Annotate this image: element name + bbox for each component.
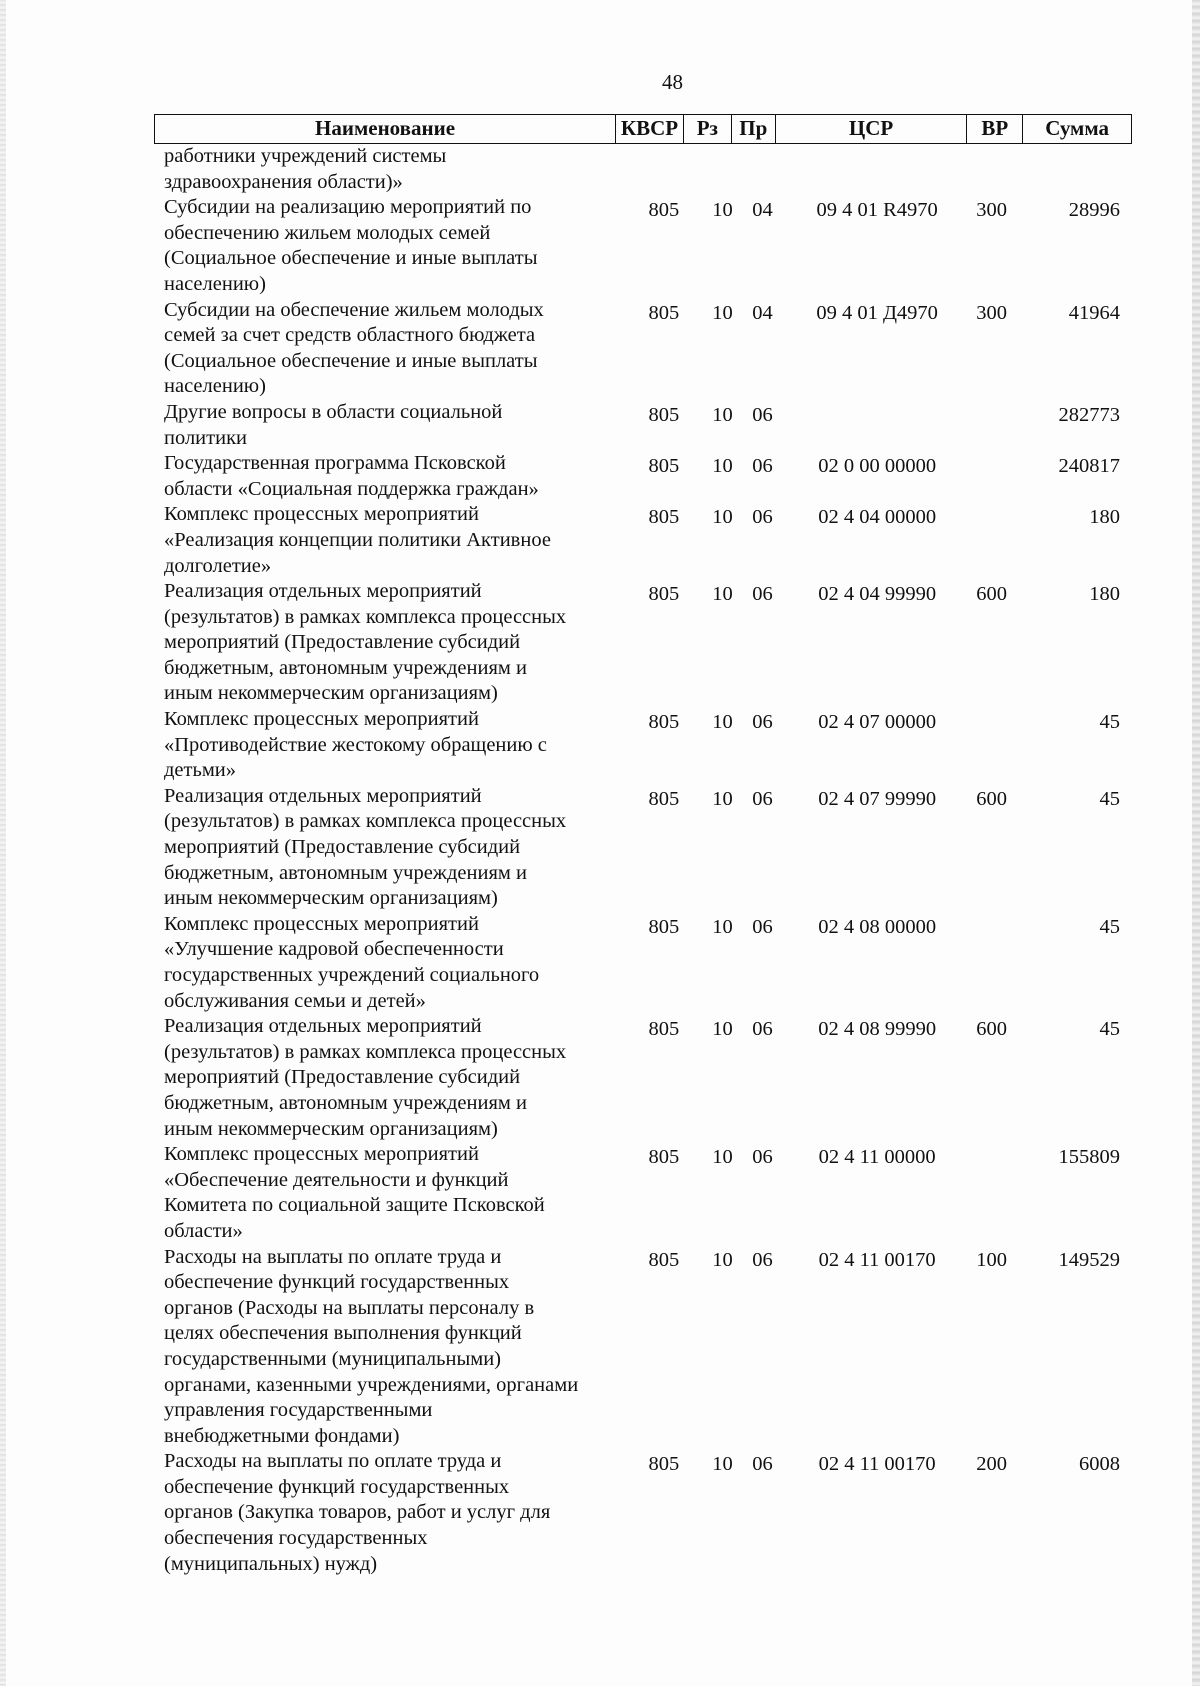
cell-rz: 10 [712,455,733,478]
cell-rz: 10 [712,711,733,734]
cell-name: Комплекс процессных мероприятий «Реализация концепции политики Активное долголетие» [164,503,551,577]
table-row [164,400,1124,451]
cell-vr [962,912,1017,1014]
cell-vr: 300 [976,301,1008,324]
cell-vr [962,144,1017,195]
cell-vr: 100 [976,1248,1008,1271]
table-row [164,298,1124,400]
cell-name: Комплекс процессных мероприятий «Обеспечение деятельности и функций Комитета по социальной защите Псковской области» [164,1143,545,1242]
cell-sum: 28996 [1068,199,1120,222]
cell-csr: 02 4 11 00000 [818,1146,936,1169]
cell-name: Субсидии на реализацию мероприятий по обеспечению жильем молодых семей (Социальное обеспечение и иные выплаты населению) [164,196,538,295]
cell-sum: 149529 [1058,1248,1120,1271]
cell-rz: 10 [712,1146,733,1169]
scan-edge-right [1192,0,1200,1686]
cell-csr: 02 4 07 00000 [818,711,937,734]
cell-rz: 10 [712,1248,733,1271]
table-row [164,912,1124,1014]
cell-sum: 45 [1099,915,1120,938]
cell-kvsr: 805 [648,1146,680,1169]
cell-pr: 06 [752,1248,773,1271]
cell-rz [695,144,737,195]
cell-vr: 600 [976,583,1008,606]
cell-sum: 6008 [1079,1453,1120,1476]
cell-kvsr: 805 [648,1453,680,1476]
table-row [164,451,1124,502]
table-row [164,1014,1124,1142]
cell-rz: 10 [712,1018,733,1041]
cell-name: Субсидии на обеспечение жильем молодых семей за счет средств областного бюджета (Социальное обеспечение и иные выплаты населению) [164,298,544,398]
cell-pr: 04 [752,199,773,222]
cell-vr: 300 [976,199,1008,222]
cell-csr: 09 4 01 Д4970 [816,301,938,324]
table-header [154,114,1132,144]
cell-pr: 04 [752,301,773,324]
cell-sum: 45 [1099,787,1120,810]
cell-name: работники учреждений системы здравоохранения области)» [164,145,447,193]
cell-pr: 06 [752,1146,773,1169]
cell-vr [962,502,1017,579]
cell-name: Другие вопросы в области социальной политики [164,400,503,449]
header-kvsr: КВСР [616,115,684,143]
header-csr: ЦСР [776,115,968,143]
cell-kvsr: 805 [648,506,680,529]
cell-vr: 600 [976,1018,1008,1041]
cell-csr: 02 4 08 99990 [818,1018,937,1041]
cell-pr: 06 [752,455,773,478]
header-rz: Рз [684,115,732,143]
cell-csr: 02 4 04 00000 [818,506,937,529]
cell-sum [1017,144,1124,195]
cell-name: Государственная программа Псковской области «Социальная поддержка граждан» [164,452,539,500]
cell-vr [962,1142,1017,1244]
cell-pr: 06 [752,915,773,938]
cell-pr: 06 [752,583,773,606]
cell-csr: 02 4 07 99990 [818,787,937,810]
page-number: 48 [662,70,683,94]
cell-pr: 06 [752,787,773,810]
cell-rz: 10 [712,915,733,938]
cell-kvsr: 805 [648,1018,680,1041]
cell-pr: 06 [752,711,773,734]
cell-csr: 02 0 00 00000 [818,455,937,478]
cell-name: Комплекс процессных мероприятий «Противодействие жестокому обращению с детьми» [164,708,547,782]
cell-name: Реализация отдельных мероприятий (результатов) в рамках комплекса процессных мероприятий (Предоставление субсидий бюджетным, автономным учреждениям и иным некоммерческим организациям) [164,1015,567,1140]
cell-kvsr: 805 [648,301,680,324]
header-vr: ВР [967,115,1023,143]
cell-kvsr: 805 [648,199,680,222]
cell-rz: 10 [712,583,733,606]
cell-sum: 45 [1099,711,1120,734]
cell-kvsr: 805 [648,403,680,426]
cell-name: Реализация отдельных мероприятий (результатов) в рамках комплекса процессных мероприятий (Предоставление субсидий бюджетным, автономным учреждениям и иным некоммерческим организациям) [164,784,567,910]
cell-name: Расходы на выплаты по оплате труда и обеспечение функций государственных органов (Закупка товаров, работ и услуг для обеспечения государственных (муниципальных) нужд) [164,1450,551,1575]
cell-rz: 10 [712,199,733,222]
cell-sum: 282773 [1058,403,1120,426]
cell-vr [962,707,1017,784]
cell-kvsr: 805 [648,787,680,810]
cell-csr: 02 4 04 99990 [818,583,937,606]
cell-pr: 06 [752,403,773,426]
cell-rz: 10 [712,301,733,324]
cell-csr: 02 4 11 00170 [818,1453,936,1476]
table-row [164,502,1124,579]
cell-name: Комплекс процессных мероприятий «Улучшение кадровой обеспеченности государственных учреждений социального обслуживания семьи и детей» [164,912,540,1012]
table-row [164,579,1124,707]
cell-kvsr: 805 [648,711,680,734]
header-name: Наименование [155,115,616,143]
cell-kvsr: 805 [648,455,680,478]
cell-rz: 10 [712,506,733,529]
cell-sum: 45 [1099,1018,1120,1041]
cell-csr [780,144,962,195]
table-row [164,195,1124,297]
table-row [164,784,1124,912]
table-row [164,707,1124,784]
cell-vr [962,451,1017,502]
cell-sum: 180 [1089,583,1120,606]
cell-csr: 02 4 08 00000 [818,915,937,938]
header-pr: Пр [732,115,776,143]
cell-name: Расходы на выплаты по оплате труда и обеспечение функций государственных органов (Расходы на выплаты персоналу в целях обеспечения выполнения функций государственными (муниципальными) органами, казенными учреждениями, органами управления государственными внебюджетными фондами) [164,1245,579,1447]
cell-pr: 06 [752,1453,773,1476]
scan-edge-left [0,0,6,1686]
header-sum: Сумма [1045,116,1110,140]
cell-csr: 09 4 01 R4970 [816,199,938,222]
cell-csr [780,400,962,451]
cell-vr [962,400,1017,451]
cell-pr [737,144,781,195]
cell-name: Реализация отдельных мероприятий (результатов) в рамках комплекса процессных мероприятий (Предоставление субсидий бюджетным, автономным учреждениям и иным некоммерческим организациям) [164,580,567,705]
cell-sum: 240817 [1058,455,1120,478]
cell-vr: 200 [976,1453,1008,1476]
cell-sum: 180 [1089,506,1120,529]
table-row [164,1142,1124,1244]
cell-kvsr: 805 [648,915,680,938]
cell-vr: 600 [976,787,1008,810]
cell-rz: 10 [712,787,733,810]
cell-pr: 06 [752,506,773,529]
table-row [164,1449,1124,1577]
cell-sum: 41964 [1068,301,1120,324]
table-row [164,1245,1124,1450]
cell-rz: 10 [712,1453,733,1476]
cell-kvsr: 805 [648,583,680,606]
table-row [164,144,1124,195]
cell-rz: 10 [712,403,733,426]
table-body [164,144,1124,1577]
cell-csr: 02 4 11 00170 [818,1248,936,1271]
cell-kvsr [606,144,695,195]
cell-kvsr: 805 [648,1248,680,1271]
cell-pr: 06 [752,1018,773,1041]
cell-sum: 155809 [1058,1146,1120,1169]
